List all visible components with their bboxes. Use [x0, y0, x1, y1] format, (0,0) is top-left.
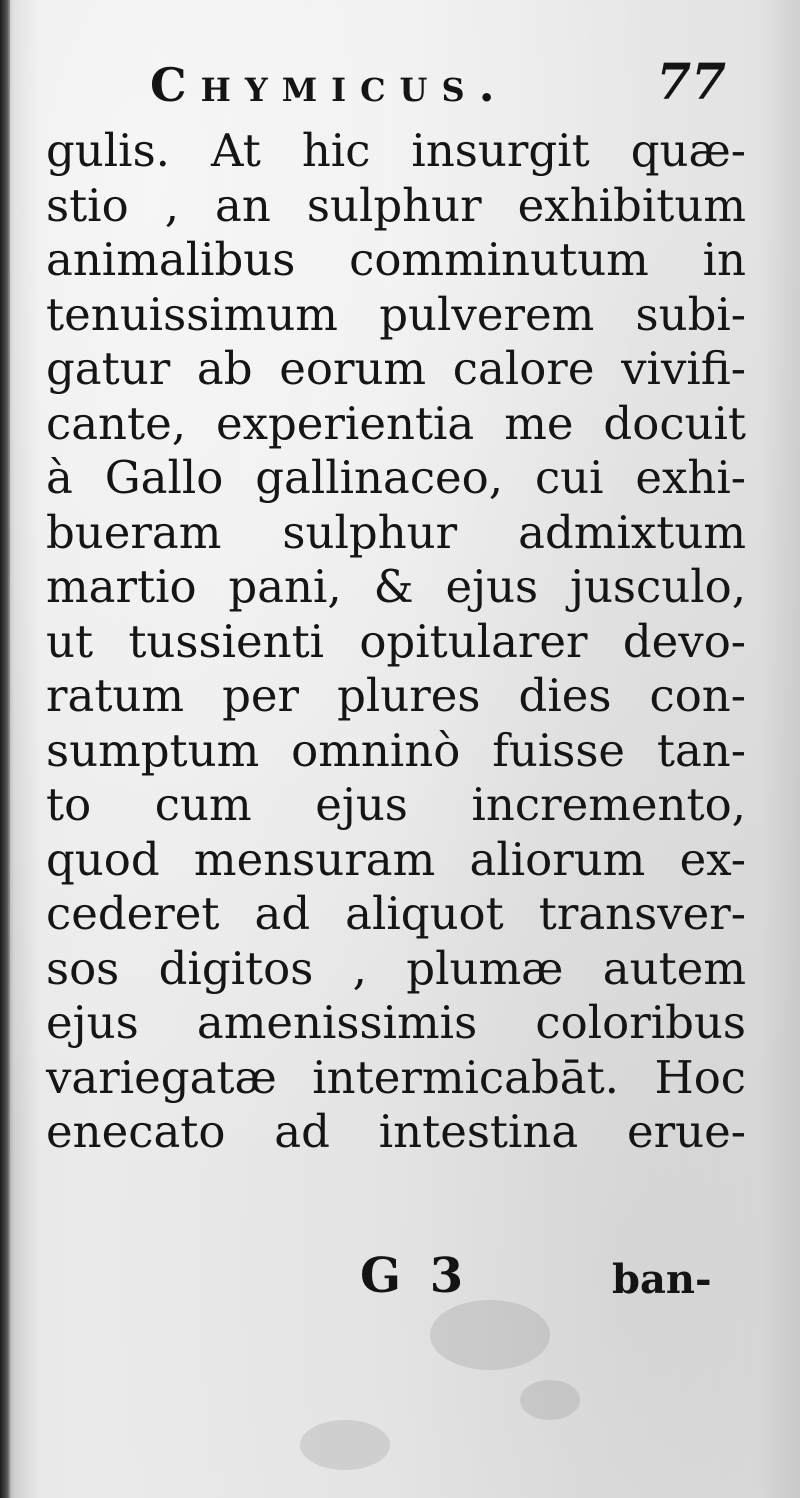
text-line: tenuissimum pulverem subi-: [46, 287, 746, 341]
page-footer: [0, 1248, 800, 1318]
text-line: enecato ad intestina erue-: [46, 1105, 746, 1158]
text-line: ratum per plures dies con-: [46, 669, 746, 722]
text-line: gulis. At hic insurgit quæ-: [46, 124, 746, 177]
page-stain: [300, 1420, 390, 1470]
text-line: stio , an sulphur exhibitum: [46, 178, 746, 232]
text-line: cante, experientia me docuit: [46, 396, 746, 450]
catchword: ban-: [612, 1256, 712, 1303]
text-line: to cum ejus incremento,: [46, 778, 746, 831]
body-text: [46, 124, 746, 1160]
signature-mark: G 3: [360, 1248, 470, 1304]
text-line: quod mensuram aliorum ex-: [46, 832, 746, 886]
text-line: martio pani, & ejus jusculo,: [46, 560, 746, 613]
page-header: [150, 52, 740, 122]
text-line: animalibus comminutum in: [46, 233, 746, 286]
text-line: bueram sulphur admixtum: [46, 505, 746, 559]
text-line: sumptum omninò fuisse tan-: [46, 723, 746, 777]
page-number: 77: [656, 52, 726, 111]
page-stain: [520, 1380, 580, 1420]
text-line: cederet ad aliquot transver-: [46, 887, 746, 940]
text-line: sos digitos , plumæ autem: [46, 941, 746, 995]
text-line: ejus amenissimis coloribus: [46, 996, 746, 1049]
text-line: à Gallo gallinaceo, cui exhi-: [46, 451, 746, 504]
text-line: ut tussienti opitularer devo-: [46, 614, 746, 668]
text-line: variegatæ intermicabāt. Hoc: [46, 1050, 746, 1104]
running-head: Chymicus.: [150, 58, 509, 112]
text-line: gatur ab eorum calore vivifi-: [46, 342, 746, 395]
